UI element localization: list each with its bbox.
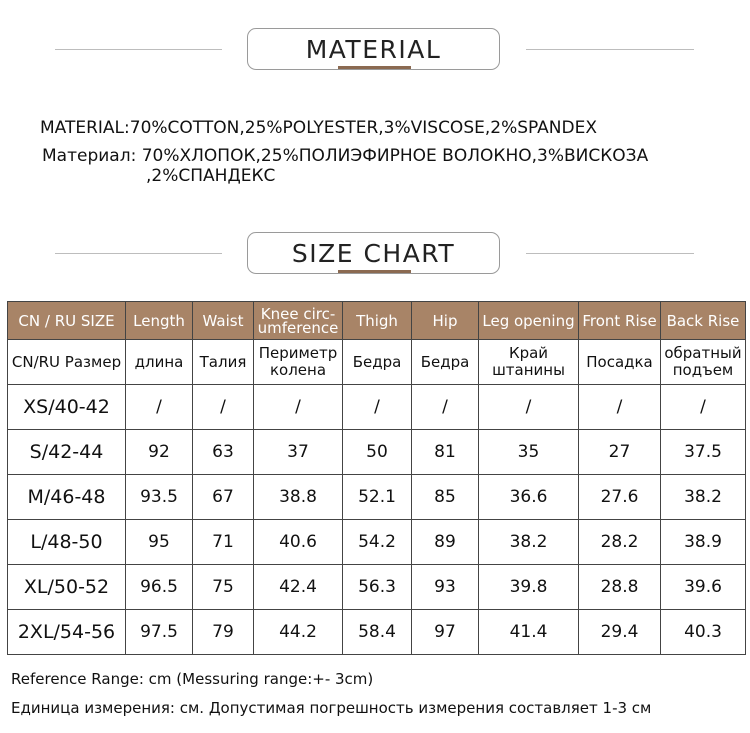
divider-line <box>55 49 222 50</box>
table-cell: 40.6 <box>254 520 343 565</box>
table-row <box>8 610 746 655</box>
column-header-ru: Край штанины <box>479 340 579 385</box>
column-header-ru: обратный подъем <box>661 340 746 385</box>
divider-line <box>526 253 694 254</box>
column-header: CN / RU SIZE <box>8 302 126 340</box>
column-header: Leg opening <box>479 302 579 340</box>
table-cell: 85 <box>412 475 479 520</box>
table-cell: 39.6 <box>661 565 746 610</box>
table-row <box>8 565 746 610</box>
table-cell: 54.2 <box>343 520 412 565</box>
table-cell: 71 <box>193 520 254 565</box>
header-row-en <box>8 302 746 340</box>
material-ru-label: Материал: <box>42 146 137 166</box>
divider-line <box>55 253 222 254</box>
table-cell: 36.6 <box>479 475 579 520</box>
column-header: Thigh <box>343 302 412 340</box>
reference-note-en: Reference Range: cm (Messuring range:+- 3cm) <box>11 670 374 688</box>
table-cell: 38.8 <box>254 475 343 520</box>
size-chart-table <box>7 301 746 655</box>
material-ru-value: 70%ХЛОПОК,25%ПОЛИЭФИРНОЕ ВОЛОКНО,3%ВИСКОЗА <box>141 146 649 166</box>
size-cell: M/46-48 <box>8 475 126 520</box>
column-header: Hip <box>412 302 479 340</box>
table-row <box>8 385 746 430</box>
table-cell: 75 <box>193 565 254 610</box>
table-cell: 89 <box>412 520 479 565</box>
column-header: Knee circ-umference <box>254 302 343 340</box>
column-header-ru: Талия <box>193 340 254 385</box>
table-row <box>8 475 746 520</box>
table-row <box>8 430 746 475</box>
table-cell: / <box>479 385 579 430</box>
table-cell: 92 <box>126 430 193 475</box>
column-header: Back Rise <box>661 302 746 340</box>
size-cell: 2XL/54-56 <box>8 610 126 655</box>
table-cell: 38.2 <box>661 475 746 520</box>
table-cell: 67 <box>193 475 254 520</box>
table-cell: 44.2 <box>254 610 343 655</box>
table-cell: / <box>126 385 193 430</box>
table-cell: 52.1 <box>343 475 412 520</box>
table-cell: 58.4 <box>343 610 412 655</box>
table-cell: 35 <box>479 430 579 475</box>
table-cell: 41.4 <box>479 610 579 655</box>
table-cell: 81 <box>412 430 479 475</box>
table-cell: 63 <box>193 430 254 475</box>
size-cell: XS/40-42 <box>8 385 126 430</box>
table-row <box>8 520 746 565</box>
column-header-ru: Периметр колена <box>254 340 343 385</box>
material-ru-line <box>42 146 648 166</box>
column-header-ru: Бедра <box>343 340 412 385</box>
material-ru-value-cont: ,2%СПАНДЕКС <box>146 166 276 186</box>
table-cell: 79 <box>193 610 254 655</box>
column-header-ru: CN/RU Размер <box>8 340 126 385</box>
table-cell: 28.2 <box>579 520 661 565</box>
table-cell: 40.3 <box>661 610 746 655</box>
table-cell: 28.8 <box>579 565 661 610</box>
size-chart-title: SIZE CHART <box>247 232 500 274</box>
column-header: Front Rise <box>579 302 661 340</box>
material-en-line <box>40 118 597 138</box>
table-cell: / <box>343 385 412 430</box>
table-cell: 27.6 <box>579 475 661 520</box>
table-cell: 42.4 <box>254 565 343 610</box>
table-cell: 93.5 <box>126 475 193 520</box>
divider-line <box>526 49 694 50</box>
column-header: Waist <box>193 302 254 340</box>
column-header: Length <box>126 302 193 340</box>
size-cell: XL/50-52 <box>8 565 126 610</box>
table-cell: 97.5 <box>126 610 193 655</box>
table-cell: 96.5 <box>126 565 193 610</box>
table-cell: 37.5 <box>661 430 746 475</box>
column-header-ru: длина <box>126 340 193 385</box>
table-cell: 50 <box>343 430 412 475</box>
header-row-ru <box>8 340 746 385</box>
table-cell: 93 <box>412 565 479 610</box>
size-chart-section-header <box>0 232 750 276</box>
title-underline <box>338 66 411 69</box>
table-cell: 39.8 <box>479 565 579 610</box>
material-en-value: 70%COTTON,25%POLYESTER,3%VISCOSE,2%SPANDEX <box>129 118 597 138</box>
size-cell: S/42-44 <box>8 430 126 475</box>
column-header-ru: Посадка <box>579 340 661 385</box>
table-cell: 95 <box>126 520 193 565</box>
table-cell: 97 <box>412 610 479 655</box>
table-cell: / <box>193 385 254 430</box>
table-cell: 29.4 <box>579 610 661 655</box>
table-cell: / <box>254 385 343 430</box>
table-cell: 38.9 <box>661 520 746 565</box>
table-cell: 27 <box>579 430 661 475</box>
table-cell: 37 <box>254 430 343 475</box>
material-title: MATERIAL <box>247 28 500 70</box>
table-cell: / <box>579 385 661 430</box>
material-section-header <box>0 28 750 72</box>
table-cell: / <box>412 385 479 430</box>
column-header-ru: Бедра <box>412 340 479 385</box>
table-cell: / <box>661 385 746 430</box>
material-en-label: MATERIAL: <box>40 118 130 138</box>
size-cell: L/48-50 <box>8 520 126 565</box>
title-underline <box>338 270 411 273</box>
table-cell: 56.3 <box>343 565 412 610</box>
reference-note-ru: Единица измерения: см. Допустимая погрешность измерения составляет 1-3 см <box>11 699 652 717</box>
table-cell: 38.2 <box>479 520 579 565</box>
